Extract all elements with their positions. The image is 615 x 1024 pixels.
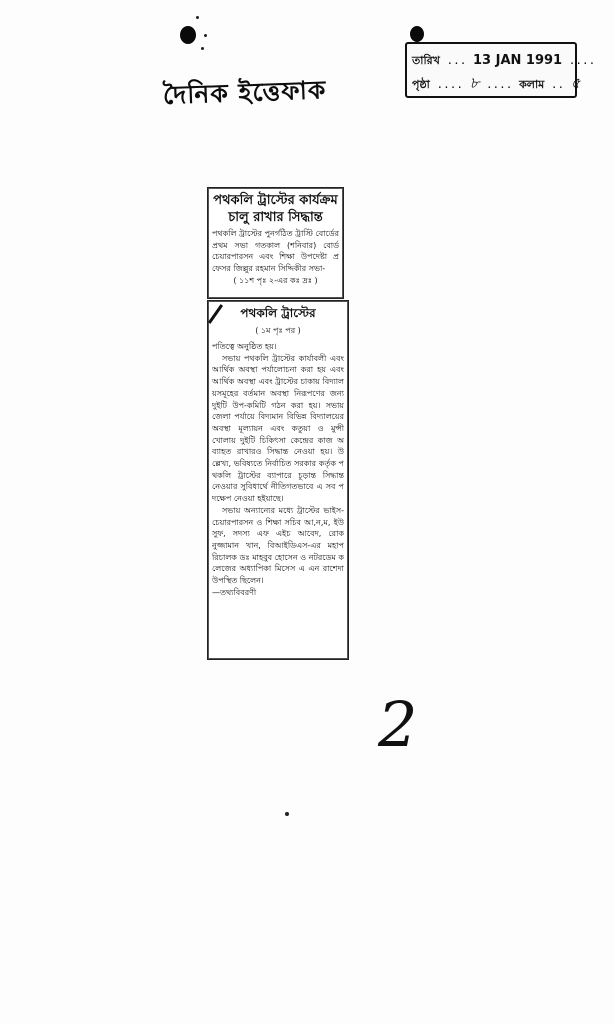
newspaper-masthead: দৈনিক ইত্তেফাক	[162, 75, 327, 110]
scan-speck	[204, 34, 207, 37]
article-credit: —তথ্যবিবরণী	[212, 587, 257, 597]
date-stamp	[405, 42, 596, 98]
stamp-column-value: ৫	[570, 74, 581, 92]
stamp-page-row: পৃষ্ঠা .... ৮ .... কলাম .. ৫	[412, 74, 581, 92]
article-paragraph: সভায় অন্যান্যের মধ্যে ট্রাস্টের ভাইস-চেয়ারপারসন ও শিক্ষা সচিব আ,ন,ম, ইউসুফ, সদস্য এফ এইচ আবেদ, রোকনুজ্জামান খান, বিআইডিএস-এর মহাপরিচালক ডঃ মাহবুব হোসেন ও নটরডেম কলেজের অধ্যাপিকা মিসেস এ এন রাশেদা উপস্থিত ছিলেন।	[212, 505, 344, 586]
article-lead: পথকলি ট্রাস্টের পুনর্গঠিত ট্রাস্টি বোর্ডের প্রথম সভা গতকাল (শনিবার) বোর্ড চেয়ারপারসন এবং শিক্ষা উপদেষ্টা প্রফেসর জিল্লুর রহমান সিদ্দিকীর সভা-	[212, 229, 339, 274]
stamp-date-label: তারিখ	[412, 54, 440, 67]
handwritten-page-number: 2	[378, 688, 418, 761]
article-clipping	[207, 187, 344, 299]
continued-from: ( ১ম পৃঃ পর )	[255, 326, 301, 335]
continuation-headline: পথকলি ট্রাস্টের	[240, 306, 316, 320]
punch-hole	[180, 26, 196, 44]
article-paragraph: সভায় পথকলি ট্রাস্টের কার্যাবলী এবং আর্থিক অবস্থা পর্যালোচনা করা হয় এবং আর্থিক অবস্থা এবং ট্রাস্টের চাকায় বিদ্যালয়সমূহের বর্তমান অবস্থা নিরূপণের জন্য দুইটি উপ-কমিটি গঠন করা হয়। সভায় জেলা পর্যায়ে বিদ্যমান বিভিন্ন বিদ্যালয়ের অবস্থা মূল্যায়ন এবং কতুয়া ও মুন্সী খোলায় দুইটি চিকিৎসা কেন্দ্রের কাজ অব্যাহত রাখারও সিদ্ধান্ত নেওয়া হয়। উল্লেখ্য, ভবিষ্যতে নির্বাচিত সরকার কর্তৃক পথকলি ট্রাস্টের ব্যাপারে চূড়ান্ত সিদ্ধান্ত নেওয়ার সুবিধার্থে নীতিগতভাবে এ সব পদক্ষেপ নেওয়া হইয়াছে।	[212, 353, 344, 504]
stamp-page-value: ৮	[469, 74, 480, 92]
article-continued-to: ( ১১শ পৃঃ ২-এর কঃ দ্রঃ )	[233, 275, 318, 285]
stamp-column-label: কলাম	[519, 78, 545, 91]
stamp-date-value: 13 JAN 1991	[473, 53, 563, 68]
scan-speck	[285, 812, 289, 816]
article-headline: পথকলি ট্রাস্টের কার্যক্রম চালু রাখার সিদ্ধান্ত	[213, 193, 338, 225]
stamp-page-label: পৃষ্ঠা	[412, 78, 430, 91]
article-paragraph: পতিত্বে অনুষ্ঠিত হয়।	[212, 342, 277, 351]
stamp-date-row: তারিখ ... 13 JAN 1991 ....	[412, 53, 596, 68]
scan-speck	[196, 16, 199, 19]
punch-hole	[410, 26, 424, 42]
article-continuation-clipping	[207, 300, 349, 660]
scan-speck	[201, 47, 204, 50]
